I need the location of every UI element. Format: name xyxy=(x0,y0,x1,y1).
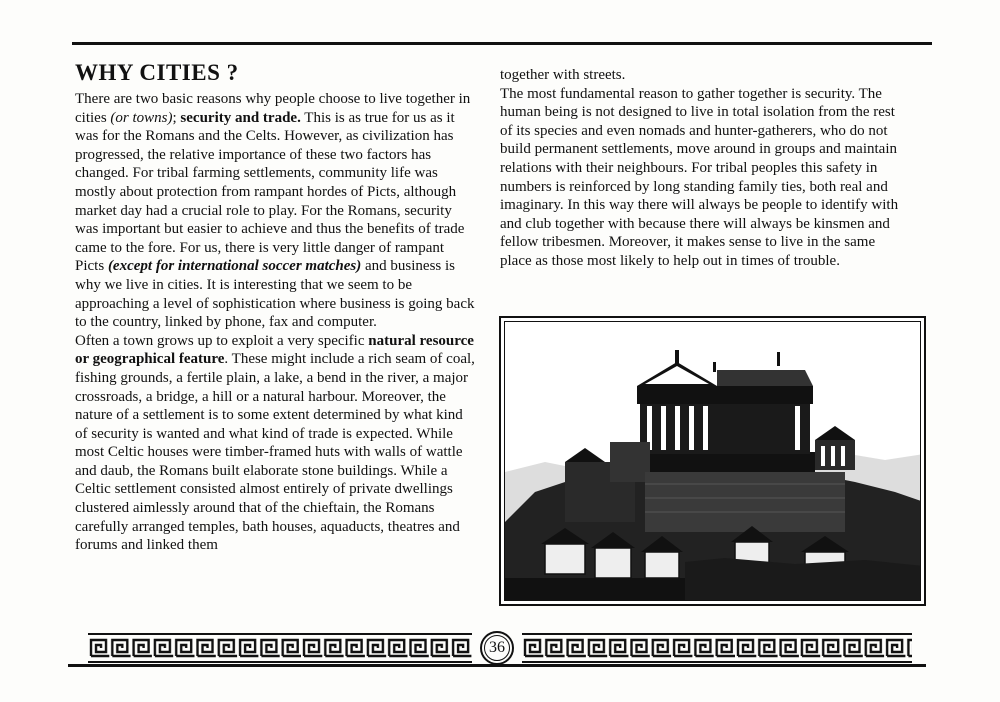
temple-drawing xyxy=(505,322,921,601)
illustration-frame xyxy=(504,321,921,601)
paragraph: The most fundamental reason to gather together is security. The human being is not designed to live in total isolation from the rest of its species and even nomads and hunter-gatherers, who do not build permanent settlements, move around in groups and maintain relations with their neighbours. For tribal peoples this safety in numbers is reinforced by long standing family ties, both real and imaginary. In this way there will always be people to identify with and club together with because there will always be kinsmen and fellow tribesmen. Moreover, it makes sense to live in the same place as those most likely to help out in times of trouble. xyxy=(500,85,899,269)
paragraph xyxy=(75,90,475,332)
bottom-rule xyxy=(68,664,926,667)
greek-key-border-left xyxy=(88,633,472,663)
page-number: 36 xyxy=(489,639,505,656)
text-run: . These might include a rich seam of coal, fishing grounds, a fertile plain, a lake, a bend in the river, a major crossroads, a bridge, a hill or a natural harbour. Moreover, the nature of a settlement is to some extent determined by what kind of security is wanted and what kind of trade is expected. While most Celtic houses were timber-framed huts with walls of wattle and daub, the Romans built elaborate stone buildings. While a Celtic settlement consisted almost entirely of private dwellings clustered aimlessly around that of the chieftain, the Romans carefully arranged temples, bath houses, aquaducts, theatres and forums and linked them xyxy=(75,351,475,554)
text-run: There are two basic reasons why people choose to live together in cities xyxy=(75,91,471,126)
text-run-italic: (except for international soccer matches) xyxy=(107,258,362,275)
text-run-bold: natural resource or geographical feature xyxy=(75,332,474,368)
page-number-badge xyxy=(480,631,514,665)
paragraph: together with streets. xyxy=(500,67,626,83)
text-run: Often a town grows up to exploit a very specific xyxy=(75,332,369,349)
text-run: and business is why we live in cities. It is interesting that we seem to be approaching a level of sophistication where business is going back to the country, linked by phone, fax and computer. xyxy=(75,258,475,331)
page-title: WHY CITIES ? xyxy=(75,60,239,85)
greek-key-pattern xyxy=(522,635,912,661)
text-run: ; xyxy=(172,109,181,126)
roman-temple-illustration xyxy=(499,316,926,606)
left-column xyxy=(75,90,475,555)
top-rule xyxy=(72,42,932,45)
right-column xyxy=(500,66,910,271)
greek-key-border-right xyxy=(522,633,912,663)
text-run-italic: (or towns) xyxy=(110,109,173,126)
text-run-bold: security and trade. xyxy=(180,109,301,126)
paragraph xyxy=(75,332,475,555)
greek-key-pattern xyxy=(88,635,472,661)
text-run: This is as true for us as it was for the Romans and the Celts. However, as civilization has progressed, the relative importance of these two factors has changed. For tribal farming settlements, community life was mostly about protection from rampant hordes of Picts, although market day had a crucial role to play. For the Romans, security was important but easier to achieve and thus the benefits of trade came to the fore. For us, there is very little danger of rampant Picts xyxy=(75,109,465,275)
